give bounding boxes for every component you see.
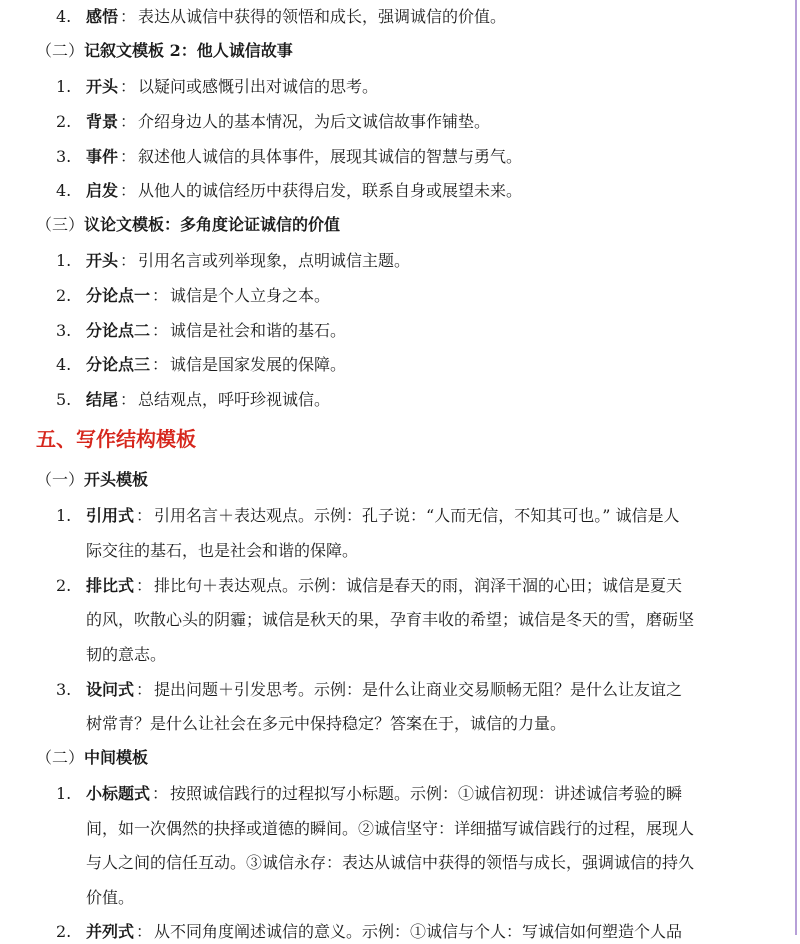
list-item (56, 145, 522, 169)
item-separator: ： (136, 506, 153, 525)
item-term: 分论点一 (86, 286, 151, 305)
item-text: 以疑问或感慨引出对诚信的思考。 (138, 77, 379, 96)
item-continuation: 树常青？是什么让社会在多元中保持稳定？答案在于，诚信的力量。 (86, 714, 567, 733)
item-text: 引用名言＋表达观点。示例：孔子说：“人而无信，不知其可也。” 诚信是人 (154, 506, 680, 525)
item-text: 引用名言或列举现象，点明诚信主题。 (138, 251, 411, 270)
list-item (56, 75, 378, 99)
list-item (56, 504, 679, 528)
item-number: 3. (56, 147, 72, 166)
item-number: 1. (56, 251, 72, 270)
section-heading: 五、写作结构模板 (36, 427, 196, 451)
item-continuation: 与人之间的信任互动。③诚信永存：表达从诚信中获得的领悟与成长，强调诚信的持久 (86, 853, 695, 872)
subsection-label: （二） (36, 748, 85, 767)
item-number: 2. (56, 922, 72, 941)
item-separator: ： (120, 77, 137, 96)
item-separator: ： (136, 922, 153, 941)
item-separator: ： (152, 355, 169, 374)
subsection-title: 开头模板 (84, 470, 149, 489)
item-text: 介绍身边人的基本情况，为后文诚信故事作铺垫。 (138, 112, 491, 131)
item-separator: ： (152, 286, 169, 305)
subsection-title: 记叙文模板 2：他人诚信故事 (84, 41, 293, 60)
item-number: 1. (56, 77, 72, 96)
subsection-heading (36, 746, 148, 770)
list-item (56, 179, 522, 203)
item-text: 从他人的诚信经历中获得启发，联系自身或展望未来。 (138, 181, 523, 200)
item-term: 分论点二 (86, 321, 151, 340)
subsection-label: （一） (36, 470, 85, 489)
item-number: 2. (56, 286, 72, 305)
item-separator: ： (120, 181, 137, 200)
item-separator: ： (152, 784, 169, 803)
subsection-heading (36, 468, 148, 492)
item-separator: ： (120, 390, 137, 409)
item-term: 设问式 (86, 680, 135, 699)
item-text: 提出问题＋引发思考。示例：是什么让商业交易顺畅无阻？是什么让友谊之 (154, 680, 683, 699)
list-item (56, 678, 682, 702)
item-text: 从不同角度阐述诚信的意义。示例：①诚信与个人：写诚信如何塑造个人品 (154, 922, 683, 941)
item-continuation: 韧的意志。 (86, 645, 167, 664)
list-item (56, 353, 346, 377)
item-number: 1. (56, 506, 72, 525)
item-term: 开头 (86, 77, 119, 96)
page-edge-rule (792, 0, 800, 935)
item-number: 4. (56, 7, 72, 26)
item-text: 诚信是社会和谐的基石。 (170, 321, 347, 340)
subsection-heading (36, 213, 340, 237)
item-term: 结尾 (86, 390, 119, 409)
item-separator: ： (136, 576, 153, 595)
item-continuation: 的风，吹散心头的阴霾；诚信是秋天的果，孕育丰收的希望；诚信是冬天的雪，磨砺坚 (86, 610, 695, 629)
item-separator: ： (120, 251, 137, 270)
item-continuation: 价值。 (86, 888, 135, 907)
subsection-heading (36, 39, 293, 63)
item-separator: ： (120, 7, 137, 26)
item-term: 启发 (86, 181, 119, 200)
subsection-label: （三） (36, 215, 85, 234)
list-item (56, 110, 490, 134)
list-item (56, 319, 346, 343)
subsection-title: 议论文模板：多角度论证诚信的价值 (84, 215, 341, 234)
list-item (56, 920, 682, 944)
item-number: 4. (56, 181, 72, 200)
item-number: 4. (56, 355, 72, 374)
subsection-label: （二） (36, 41, 85, 60)
item-term: 并列式 (86, 922, 135, 941)
item-number: 2. (56, 576, 72, 595)
item-text: 诚信是国家发展的保障。 (170, 355, 347, 374)
item-continuation: 际交往的基石，也是社会和谐的保障。 (86, 541, 359, 560)
item-term: 开头 (86, 251, 119, 270)
item-text: 叙述他人诚信的具体事件，展现其诚信的智慧与勇气。 (138, 147, 523, 166)
list-item (56, 5, 506, 29)
list-item (56, 782, 682, 806)
item-term: 排比式 (86, 576, 135, 595)
list-item (56, 574, 682, 598)
item-term: 分论点三 (86, 355, 151, 374)
item-text: 诚信是个人立身之本。 (170, 286, 331, 305)
item-term: 背景 (86, 112, 119, 131)
item-number: 2. (56, 112, 72, 131)
item-text: 总结观点，呼吁珍视诚信。 (138, 390, 331, 409)
list-item (56, 284, 330, 308)
item-text: 按照诚信践行的过程拟写小标题。示例：①诚信初现：讲述诚信考验的瞬 (170, 784, 683, 803)
item-term: 感悟 (86, 7, 119, 26)
item-term: 小标题式 (86, 784, 151, 803)
item-text: 表达从诚信中获得的领悟和成长，强调诚信的价值。 (138, 7, 507, 26)
item-separator: ： (152, 321, 169, 340)
item-separator: ： (136, 680, 153, 699)
item-number: 3. (56, 321, 72, 340)
item-separator: ： (120, 147, 137, 166)
item-number: 1. (56, 784, 72, 803)
list-item (56, 388, 330, 412)
item-continuation: 间，如一次偶然的抉择或道德的瞬间。②诚信坚守：详细描写诚信践行的过程，展现人 (86, 819, 695, 838)
item-number: 5. (56, 390, 72, 409)
list-item (56, 249, 410, 273)
item-separator: ： (120, 112, 137, 131)
item-number: 3. (56, 680, 72, 699)
subsection-title: 中间模板 (84, 748, 149, 767)
item-text: 排比句＋表达观点。示例：诚信是春天的雨，润泽干涸的心田；诚信是夏天 (154, 576, 683, 595)
item-term: 事件 (86, 147, 119, 166)
item-term: 引用式 (86, 506, 135, 525)
